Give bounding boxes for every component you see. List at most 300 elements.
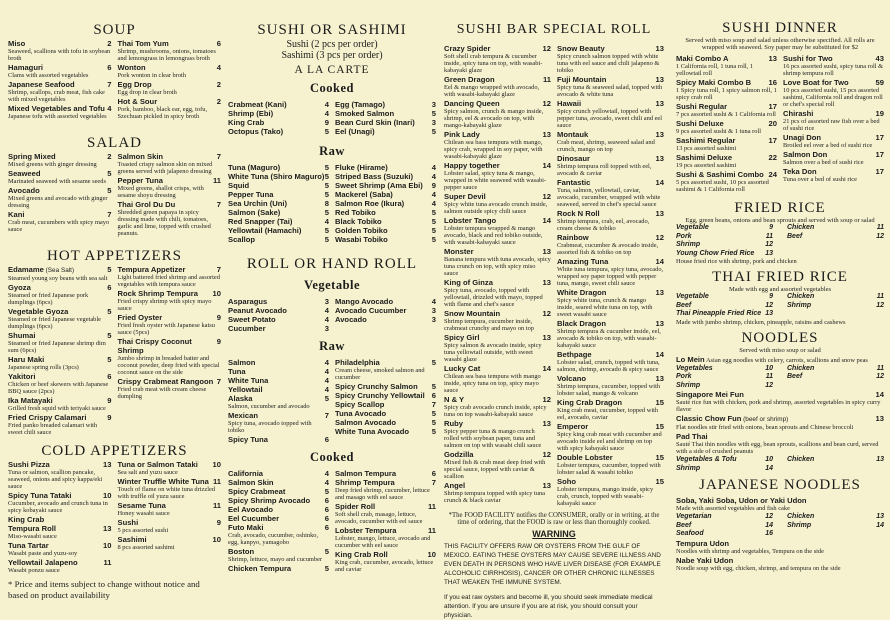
item-desc: Mixed greens, shallot crisps, with sesame shoyu dressing xyxy=(117,185,204,199)
menu-item-edamame xyxy=(8,265,112,282)
price-row xyxy=(676,373,884,382)
item-name xyxy=(676,119,724,128)
item-name xyxy=(8,169,41,178)
variant-name: Shrimp xyxy=(787,301,812,309)
menu-item-snow-mountain xyxy=(444,309,551,332)
item-price: 12 xyxy=(542,309,551,318)
menu-item-mackerel-saba xyxy=(335,190,436,199)
price-cell xyxy=(787,293,884,302)
fried-rice-sub: Egg, green beans, onions and bean sprouts and served with soup or salad xyxy=(685,217,875,224)
item-name-text: Sushi for Two xyxy=(783,54,833,63)
variant-price: 14 xyxy=(876,521,884,529)
item-name-text: Hamaguri xyxy=(8,63,44,72)
price-row xyxy=(676,456,884,465)
variant-price: 9 xyxy=(769,224,773,231)
item-price: 6 xyxy=(431,469,436,478)
item-price: 11 xyxy=(427,526,436,535)
item-desc: Wasabi paste and yuzu-soy xyxy=(8,550,78,557)
price-row xyxy=(676,513,884,522)
item-desc: Spicy tuna, avocado topped with tobiko xyxy=(228,420,312,434)
item-name: Red Snapper (Tai) xyxy=(228,217,293,226)
item-price: 9 xyxy=(431,181,436,190)
column-4 xyxy=(676,0,884,595)
item-name xyxy=(118,477,209,486)
item-desc: Salmon, cucumber and avocado xyxy=(228,403,310,410)
item-price: 14 xyxy=(542,216,551,225)
item-name xyxy=(8,541,49,550)
item-price: 4 xyxy=(216,63,221,72)
menu-item-striped-bass-suzuki xyxy=(335,172,436,181)
item-desc: 10 pcs assorted sushi, 15 pcs assorted sashimi, California roll and dragon roll or chef's special roll xyxy=(783,87,883,108)
item-name-text: Salmon Skin xyxy=(117,152,164,161)
item-name: White Tuna (Shiro Maguro) xyxy=(228,172,325,181)
item-name-text: Spring Mixed xyxy=(8,152,56,161)
menu-item-tempura-udon xyxy=(676,539,884,555)
item-desc: Spicy crunch salmon topped with white tuna with eel sauce and chili jalapeno & tobiko xyxy=(557,53,660,74)
item-name xyxy=(676,102,727,111)
price-cell xyxy=(787,233,884,242)
menu-item-snow-beauty xyxy=(557,44,664,74)
item-price: 4 xyxy=(324,217,329,226)
item-name-text: Egg Drop xyxy=(117,80,152,89)
menu-item-yakitori xyxy=(8,372,112,395)
item-name xyxy=(118,460,198,469)
hot-appetizers-title: HOT APPETIZERS xyxy=(47,248,182,264)
menu-item-classic-chow-fun xyxy=(676,414,884,431)
item-price: 10 xyxy=(212,289,221,298)
item-desc: Flat noodles stir fried with onions, bean sprouts and Chinese broccoli xyxy=(676,424,854,431)
item-price: 2 xyxy=(216,97,221,106)
item-price: 7 xyxy=(216,200,221,209)
item-desc: Chicken or beef skewers with Japanese BBQ sauce (2pcs) xyxy=(8,381,109,395)
variant-name: Young Chow Fried Rice xyxy=(676,249,755,257)
item-name xyxy=(8,331,35,340)
item-name xyxy=(783,133,821,142)
item-name-text: King Crab Dragon xyxy=(557,398,622,407)
item-price: 5 xyxy=(431,409,436,418)
item-desc: Salmon over a bed of sushi rice xyxy=(783,159,864,166)
menu-item-sushi xyxy=(118,518,222,534)
item-name-text: Bethpage xyxy=(557,350,592,359)
item-name-text: Mixed Vegetables and Tofu xyxy=(8,104,105,113)
item-desc: King crab meat, cucumber, topped with eel, avocado, caviar xyxy=(557,407,659,421)
item-name-note: (Sea Salt) xyxy=(43,267,75,274)
variant-price: 12 xyxy=(765,513,773,520)
item-desc: Shrimp tempura roll topped with eel, avocado & caviar xyxy=(557,163,652,177)
menu-item-green-dragon xyxy=(444,75,551,98)
menu-item-maki-combo-a xyxy=(676,54,777,77)
item-name: Boston xyxy=(228,547,255,556)
variant-name: Beef xyxy=(676,521,692,529)
item-name: Tuna xyxy=(228,367,246,376)
item-price: 5 xyxy=(324,181,329,190)
item-desc: Crab meat, cucumbers with spicy mayo sauce xyxy=(8,219,110,233)
item-price: 4 xyxy=(324,109,329,118)
item-name xyxy=(8,80,75,89)
menu-item-sashimi xyxy=(118,535,222,551)
warning-medical: If you eat raw oysters and become ill, you should seek immediate medical attention. If you are unsure if you are at risk, you should consult your physician. xyxy=(444,594,653,620)
item-name-text: Ika Matayaki xyxy=(8,396,53,405)
roll-vegetable-title: Vegetable xyxy=(303,278,361,292)
menu-item-black-dragon xyxy=(557,319,664,349)
item-price: 5 xyxy=(431,418,436,427)
menu-item-tempura-roll xyxy=(8,524,112,540)
sushi-sub1: Sushi (2 pcs per order) xyxy=(286,39,378,50)
price-cell xyxy=(787,250,884,259)
item-price: 13 xyxy=(542,481,551,490)
item-name: Spicy Scallop xyxy=(335,400,385,409)
item-name-text: Montauk xyxy=(557,130,589,139)
item-price: 5 xyxy=(324,547,329,556)
menu-item-sushi-sashimi-combo xyxy=(676,170,777,193)
item-desc: Mixed greens with ginger dressing xyxy=(8,161,97,168)
item-desc: Crabmeat, cucumber & avocado inside, assorted fish & tobiko on top xyxy=(557,242,659,256)
warning-oysters: THIS FACILITY OFFERS RAW OR OYSTERS FROM THE GULF OF MEXICO. EATING THESE OYSTERS MAY CAUSE SEVERE ILLNESS AND EVEN DEATH IN PERSONS WHO HAVE LIVER DISEASE (FOR EXAMPLE ALCOHOLIC CIRRHOSIS), CANCER OR OTHER CHRONIC ILLNESSES THAT WEAKEN THE IMMUNE SYSTEM. xyxy=(444,543,661,587)
variant-price: 12 xyxy=(765,301,773,309)
item-desc: Touch of flame on white tuna drizzled with truffle oil yuzu sauce xyxy=(117,486,216,500)
item-name-text: Tempura Udon xyxy=(676,538,730,548)
noodles-title: NOODLES xyxy=(741,329,819,346)
item-price: 13 xyxy=(542,130,551,139)
item-desc: Spicy tuna & seaweed salad, topped with avocado & white tuna xyxy=(557,84,663,98)
item-name xyxy=(444,75,495,84)
item-name xyxy=(8,491,71,500)
variant-name: Thai Pineapple Fried Rice xyxy=(676,310,762,317)
item-name: Cucumber xyxy=(228,324,266,333)
item-desc: Egg drop in clear broth xyxy=(117,89,177,96)
item-price: 6 xyxy=(324,523,329,532)
item-name xyxy=(676,136,736,145)
price-cell xyxy=(787,513,884,522)
item-price: 5 xyxy=(107,186,112,195)
menu-item-yellowtail-hamachi xyxy=(228,226,329,235)
item-price: 5 xyxy=(107,169,112,178)
menu-item-love-boat-for-two xyxy=(783,78,884,108)
item-price: 14 xyxy=(655,178,664,187)
item-name-text: Sashimi Regular xyxy=(676,136,736,145)
item-name-text: Sushi Pizza xyxy=(8,460,50,469)
item-name-text: Fuji Mountain xyxy=(557,75,607,84)
menu-item-futo-maki xyxy=(228,523,329,532)
item-name-text: N & Y xyxy=(444,395,465,404)
item-price: 17 xyxy=(768,136,777,145)
item-price: 5 xyxy=(431,109,436,118)
item-name: Mango Avocado xyxy=(335,297,394,306)
menu-item-rainbow xyxy=(557,233,664,256)
menu-item-egg-drop xyxy=(118,80,222,96)
item-name-text: Spicy Girl xyxy=(444,333,480,342)
menu-item-spring-mixed xyxy=(8,152,112,168)
item-price: 7 xyxy=(216,152,221,161)
item-desc: Lobster tempura, cucumber, topped with lobster salad & wasabi tobiko xyxy=(557,462,661,476)
variant-price: 13 xyxy=(876,513,884,520)
item-price: 6 xyxy=(107,372,112,381)
item-name-text: Volcano xyxy=(557,374,586,383)
item-name xyxy=(8,283,31,292)
variant-name: Chicken xyxy=(787,364,815,372)
item-name xyxy=(444,99,500,108)
menu-item-amazing-tuna xyxy=(557,257,664,287)
price-row xyxy=(676,522,884,531)
item-price: 7 xyxy=(107,210,112,219)
item-name: Pepper Tuna xyxy=(228,190,274,199)
item-name xyxy=(118,289,198,298)
item-name: Avocado xyxy=(335,315,367,324)
item-price: 10 xyxy=(103,541,112,550)
item-name: Yellowtail xyxy=(228,385,263,394)
item-price: 4 xyxy=(324,469,329,478)
item-name xyxy=(118,501,166,510)
menu-item-wasabi-tobiko xyxy=(335,235,436,244)
item-name-text: Happy together xyxy=(444,161,500,170)
item-name-text: Yakitori xyxy=(8,372,36,381)
item-name: Avocado Cucumber xyxy=(335,306,407,315)
item-name xyxy=(557,374,586,383)
item-price: 12 xyxy=(655,233,664,242)
price-cell xyxy=(787,241,884,250)
variant-name: Beef xyxy=(787,373,803,380)
item-desc: Shredded green papaya in spicy dressing made with chili, tomatoes, garlic and lime, topped with crushed peanuts. xyxy=(117,209,211,237)
item-price: 9 xyxy=(216,313,221,322)
item-price: 22 xyxy=(768,153,777,162)
item-name: Sweet Potato xyxy=(228,315,276,324)
item-price: 4 xyxy=(324,478,329,487)
item-name-text: Shumai xyxy=(8,331,36,340)
price-cell xyxy=(676,456,773,465)
variant-name: Seafood xyxy=(676,530,704,537)
price-row xyxy=(676,310,884,319)
price-cell xyxy=(787,465,884,474)
menu-item-tempura-appetizer xyxy=(118,265,222,288)
menu-item-crazy-spider xyxy=(444,44,551,74)
item-name: King Crab xyxy=(228,118,265,127)
item-price: 5 xyxy=(431,217,436,226)
menu-item-king-crab xyxy=(8,515,112,524)
item-price: 7 xyxy=(431,400,436,409)
menu-item-white-tuna xyxy=(228,376,329,385)
menu-item-spicy-crunchy-yellowtail xyxy=(335,391,436,400)
menu-item-red-snapper-tai xyxy=(228,217,329,226)
variant-name: Vegetables & Tofu xyxy=(676,456,737,463)
item-price: 13 xyxy=(655,130,664,139)
item-desc: Lobster, mango, lettuce, avocado and cucumber with eel sauce xyxy=(335,535,431,549)
item-price: 3 xyxy=(431,100,436,109)
item-name-text: Lucky Cat xyxy=(444,364,481,373)
menu-item-tuna-avocado xyxy=(335,409,436,418)
item-name-note: (beef or shrimp) xyxy=(741,416,789,423)
item-desc: Pork wonton in clear broth xyxy=(117,72,187,79)
item-price: 4 xyxy=(431,297,436,306)
item-price: 14 xyxy=(875,390,884,399)
item-name xyxy=(444,333,479,342)
item-name-text: Classic Chow Fun xyxy=(676,414,742,423)
menu-item-fried-oyster xyxy=(118,313,222,336)
salad-section xyxy=(8,152,221,238)
item-name-text: Double Lobster xyxy=(557,453,613,462)
item-price: 5 xyxy=(107,307,112,316)
item-price: 19 xyxy=(875,109,884,118)
variant-price: 11 xyxy=(765,232,773,240)
item-price: 13 xyxy=(655,99,664,108)
item-desc: Spicy pepper tuna & mango crunch rolled with soybean paper, tuna and salmon on top with wasabi chili sauce xyxy=(444,428,542,449)
cold-appetizers-title: COLD APPETIZERS xyxy=(41,443,188,459)
item-name-text: Godzilla xyxy=(444,450,474,459)
item-name: Crabmeat (Kani) xyxy=(228,100,287,109)
menu-item-happy-together xyxy=(444,161,551,191)
item-name: Bean Curd Skin (Inari) xyxy=(335,118,415,127)
item-price: 3 xyxy=(431,315,436,324)
item-price: 5 xyxy=(324,394,329,403)
salad-title: SALAD xyxy=(86,135,142,151)
item-desc: Fried crab meat with cream cheese dumpling xyxy=(117,386,207,400)
item-name xyxy=(8,372,35,381)
item-desc: Soft shell crab tempura & cucumber inside, spicy tuna on top, with wasabi-kabayaki glaze xyxy=(444,53,543,74)
item-name xyxy=(783,150,827,159)
item-name: King Crab Roll xyxy=(335,550,388,559)
item-name xyxy=(676,556,733,565)
price-cell xyxy=(787,224,884,233)
item-name xyxy=(783,78,849,87)
menu-item-vegetable-gyoza xyxy=(8,307,112,330)
menu-item-hawaii xyxy=(557,99,664,129)
menu-item-haru-maki xyxy=(8,355,112,371)
item-desc: Shrimp tempura, cucumber inside, crabmeat crunchy and mayo on top xyxy=(444,318,534,332)
item-price: 13 xyxy=(103,524,112,533)
item-price: 4 xyxy=(324,306,329,315)
menu-item-salmon-don xyxy=(783,150,884,166)
menu-item-spicy-shrimp-avocado xyxy=(228,496,329,505)
item-price: 4 xyxy=(431,190,436,199)
item-name-text: Thai Crispy Coconut Shrimp xyxy=(117,337,192,355)
item-name xyxy=(8,396,53,405)
item-price: 5 xyxy=(324,190,329,199)
item-price: 4 xyxy=(324,376,329,385)
item-desc: Fried panko breaded calamari with sweet chili sauce xyxy=(8,422,98,436)
menu-item-california xyxy=(228,469,329,478)
menu-item-eel-avocado xyxy=(228,505,329,514)
item-desc: Tuna or salmon, scallion pancake, seaweed, onions and spicy kappa/eki sauce xyxy=(8,469,103,490)
item-price: 43 xyxy=(875,54,884,63)
item-price: 13 xyxy=(542,247,551,256)
item-name: Eel (Unagi) xyxy=(335,127,375,136)
item-desc: Deep fried shrimp, cucumber, lettuce and masago with eel sauce xyxy=(335,487,430,501)
menu-item-spider-roll xyxy=(335,502,436,511)
item-name: Striped Bass (Suzuki) xyxy=(335,172,414,181)
item-price: 2 xyxy=(107,152,112,161)
item-price: 24 xyxy=(768,170,777,179)
item-desc: 16 pcs assorted sushi, spicy tuna roll & shrimp tempura roll xyxy=(783,63,884,77)
variant-name: Beef xyxy=(787,232,803,240)
variant-price: 13 xyxy=(765,249,773,257)
item-name-text: Rainbow xyxy=(557,233,589,242)
item-name xyxy=(557,44,605,53)
item-name: Philadelphia xyxy=(335,358,380,367)
item-name-text: Pink Lady xyxy=(444,130,480,139)
item-desc: Mixed fish & crab meat deep fried with special sauce, topped with caviar & scallion xyxy=(444,459,546,480)
item-name-text: Maki Combo A xyxy=(676,54,729,63)
item-name-text: Amazing Tuna xyxy=(557,257,609,266)
price-cell xyxy=(676,365,773,374)
menu-item-salmon xyxy=(228,358,329,367)
item-name: Scallop xyxy=(228,235,256,244)
item-name-text: White Dragon xyxy=(557,288,607,297)
menu-item-red-tobiko xyxy=(335,208,436,217)
item-name xyxy=(118,377,214,386)
item-name-text: Avocado xyxy=(8,186,40,195)
item-name: Tuna Avocado xyxy=(335,409,387,418)
item-name xyxy=(557,154,590,163)
item-name: Lobster Tempura xyxy=(335,526,397,535)
menu-item-tuna-maguro xyxy=(228,163,329,172)
item-price: 5 xyxy=(431,358,436,367)
item-name-text: King of Ginza xyxy=(444,278,493,287)
item-price: 9 xyxy=(324,118,329,127)
item-price: 6 xyxy=(324,514,329,523)
item-name-text: Kani xyxy=(8,210,25,219)
item-name-text: Pepper Tuna xyxy=(117,176,163,185)
menu-item-scallop xyxy=(228,235,329,244)
price-row xyxy=(676,365,884,374)
item-price: 2 xyxy=(216,80,221,89)
item-desc: Spicy white tuna, crunch & mango inside, seared white tuna on top, with sweet wasabi sauce xyxy=(557,297,653,318)
item-price: 6 xyxy=(107,283,112,292)
item-name: Spicy Crabmeat xyxy=(228,487,286,496)
menu-item-salmon-sake xyxy=(228,208,329,217)
menu-item-king-of-ginza xyxy=(444,278,551,308)
item-desc: Steamed or fried Japanese shrimp dim sum (6pcs) xyxy=(8,340,106,354)
item-name xyxy=(118,176,163,185)
variant-name: Shrimp xyxy=(676,381,701,389)
menu-item-rock-n-roll xyxy=(557,209,664,232)
warning-title: WARNING xyxy=(532,529,576,540)
item-name: California xyxy=(228,469,264,478)
item-desc: Lobster salad, crunch, topped with tuna, salmon, shrimp, avocado & spicy sauce xyxy=(557,359,660,373)
menu-item-peanut-avocado xyxy=(228,306,329,315)
item-name xyxy=(557,422,588,431)
item-desc: Spicy crunch yellowtail, topped with pepper tuna, avocado, sweet chili and eel sauce xyxy=(557,108,663,129)
item-price: 59 xyxy=(875,78,884,87)
item-desc: Shrimp, scallops, crab meat, fish cake with mixed vegetables xyxy=(8,89,105,103)
item-price: 12 xyxy=(542,450,551,459)
item-name-text: Thai Grol Du Du xyxy=(117,200,176,209)
item-name xyxy=(8,265,74,275)
item-price: 7 xyxy=(107,80,112,89)
menu-item-winter-truffle-white-tuna xyxy=(118,477,222,500)
item-name-text: Sushi Regular xyxy=(676,102,728,111)
menu-item-hot-sour xyxy=(118,97,222,120)
item-name: Spicy Crunchy Salmon xyxy=(335,382,418,391)
item-price: 17 xyxy=(875,167,884,176)
item-desc: Spicy crab avocado crunch inside, spicy tuna on top wasabi-kabayaki sauce xyxy=(444,404,547,418)
item-desc: Chilean sea bass tempura with mango, spicy crab, wrapped in soy paper, with wasabi-kabayaki glaze xyxy=(444,139,543,160)
variant-name: Shrimp xyxy=(676,241,701,248)
item-desc: Crab, avocado, cucumber, oshinko, egg, kanpyo, yamagobo xyxy=(228,532,319,546)
item-name: Chicken Tempura xyxy=(228,564,292,573)
variant-price: 10 xyxy=(765,456,773,463)
item-name xyxy=(118,97,158,106)
menu-item-king-crab xyxy=(228,118,329,127)
item-desc: Shrimp tempura & cucumber inside, eel, avocado & tobiko on top, with wasabi-kabayaki sauce xyxy=(557,328,661,349)
menu-item-volcano xyxy=(557,374,664,397)
menu-item-fried-crispy-calamari xyxy=(8,413,112,436)
item-name: Sweet Shrimp (Ama Ebi) xyxy=(335,181,423,190)
item-price: 5 xyxy=(107,265,112,274)
item-desc: Spicy salmon & avocado inside, spicy tuna yellowtail outside, with sweet wasabi glaze xyxy=(444,342,542,363)
item-desc: Noodle soup with egg, chicken, shrimp, and tempura on the side xyxy=(676,564,841,572)
menu-item-boston xyxy=(228,547,329,556)
item-desc: 21 pcs of assorted raw fish over a bed of sushi rice xyxy=(783,118,880,132)
item-price: 16 xyxy=(768,78,777,87)
